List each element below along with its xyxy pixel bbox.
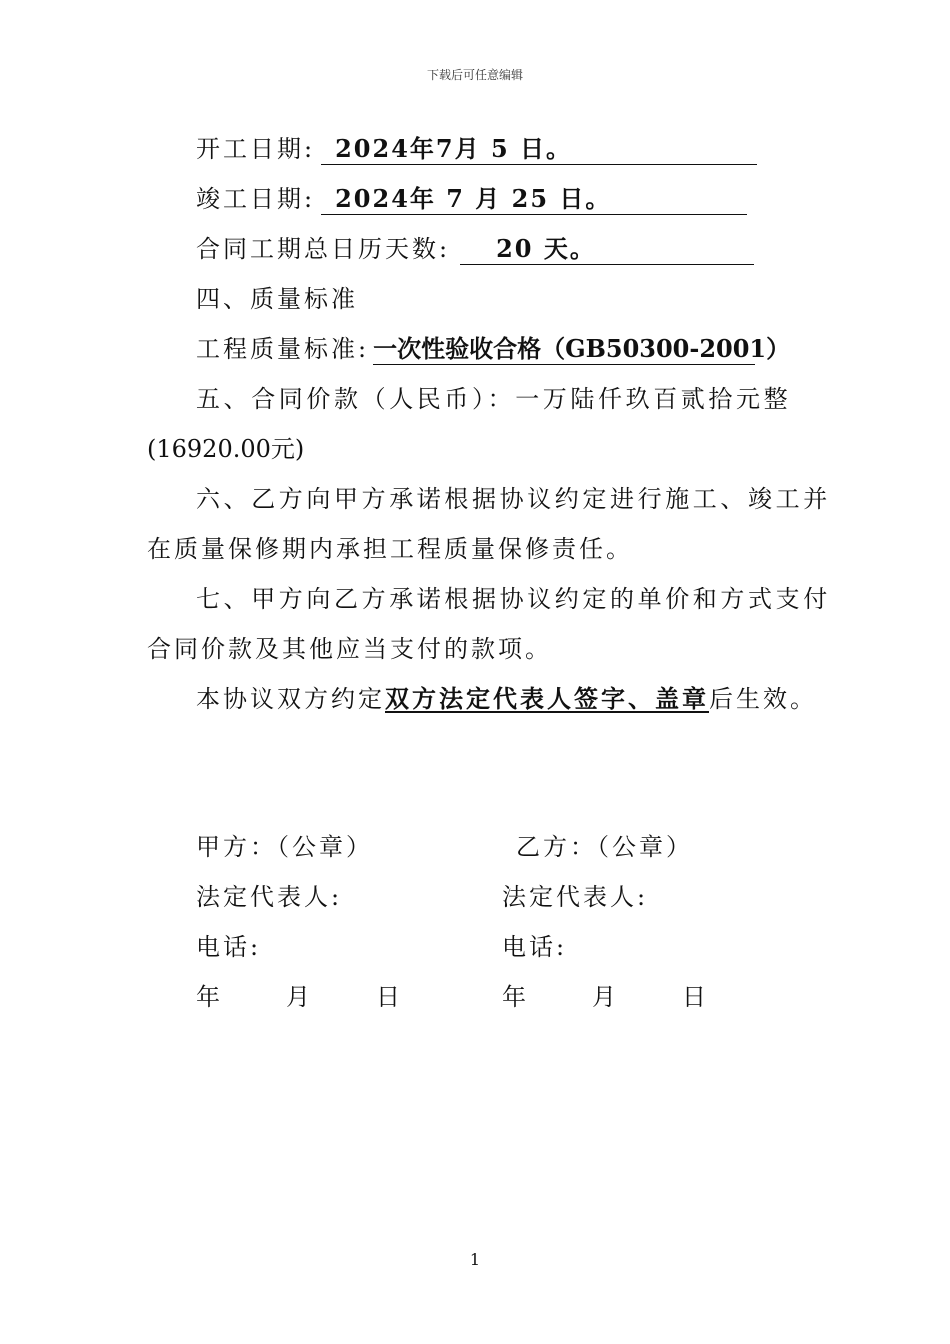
end-date-label: 竣工日期: xyxy=(196,185,316,213)
effect-prefix: 本协议双方约定 xyxy=(196,685,385,713)
duration-label: 合同工期总日历天数: xyxy=(196,235,451,263)
party-a-phone: 电话: xyxy=(196,933,262,961)
price-line-1: 五、合同价款（人民币）：一万陆仟玖百贰拾元整 xyxy=(196,385,792,413)
party-b-title: 乙方：（公章） xyxy=(516,833,693,861)
start-date-value: 2024年7月 5 日。 xyxy=(321,134,757,165)
clause6-line-2: 在质量保修期内承担工程质量保修责任。 xyxy=(147,535,633,563)
end-date-value: 2024年 7 月 25 日。 xyxy=(321,184,747,215)
party-b-phone: 电话: xyxy=(502,933,568,961)
quality-standard-line xyxy=(196,334,791,365)
quality-standard-label: 工程质量标准: xyxy=(196,335,370,363)
party-b-rep: 法定代表人: xyxy=(502,883,649,911)
party-a-rep: 法定代表人: xyxy=(196,883,343,911)
quality-standard-value: 一次性验收合格（GB50300-2001） xyxy=(373,334,791,363)
party-b-date: 年 月 日 xyxy=(502,983,712,1011)
clause7-line-1: 七、甲方向乙方承诺根据协议约定的单价和方式支付 xyxy=(196,585,831,613)
page-header-note: 下载后可任意编辑 xyxy=(426,68,523,82)
party-a-date: 年 月 日 xyxy=(196,983,406,1011)
start-date-label: 开工日期: xyxy=(196,135,316,163)
start-date-line xyxy=(196,134,757,165)
clause7-line-2: 合同价款及其他应当支付的款项。 xyxy=(147,635,552,663)
quality-heading: 四、质量标准 xyxy=(196,285,358,313)
duration-line xyxy=(196,234,754,265)
end-date-line xyxy=(196,184,747,215)
duration-value: 20 天。 xyxy=(460,234,754,265)
clause6-line-1: 六、乙方向甲方承诺根据协议约定进行施工、竣工并 xyxy=(196,485,831,513)
effect-suffix: 后生效。 xyxy=(709,685,817,713)
price-line-2: (16920.00元) xyxy=(147,435,305,463)
effect-line xyxy=(196,684,817,714)
party-a-title: 甲方：（公章） xyxy=(196,833,373,861)
effect-emphasis: 双方法定代表人签字、盖章 xyxy=(385,684,709,713)
page-number: 1 xyxy=(469,1250,481,1269)
